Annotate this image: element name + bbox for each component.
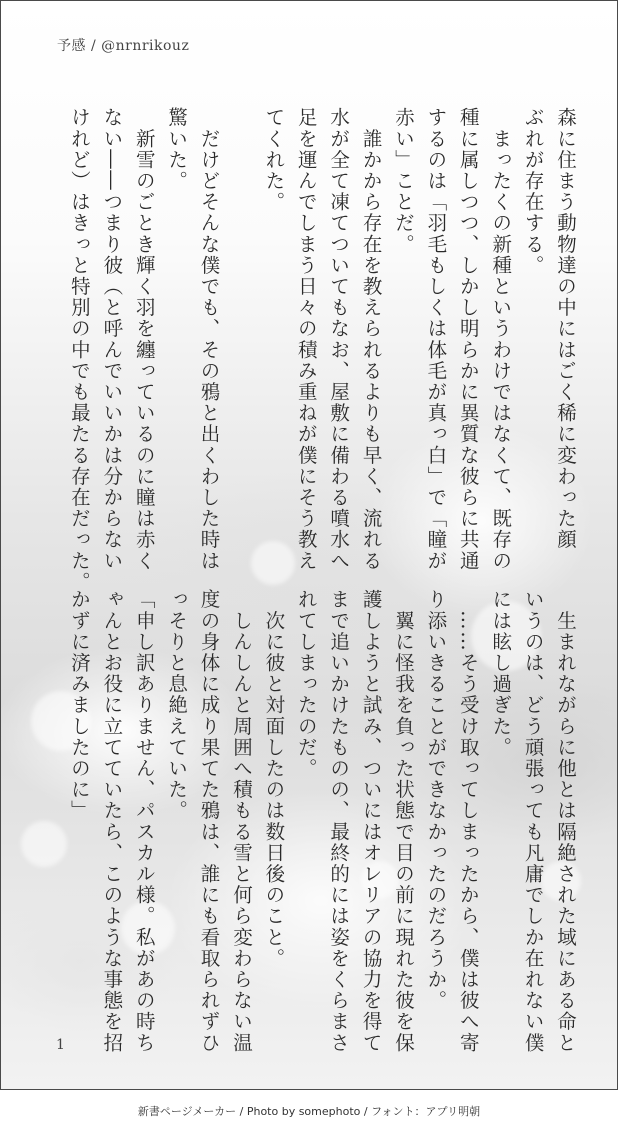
text-column: 護しようと試み、ついにはオレリアの協力を得て <box>359 589 383 1054</box>
blank-column <box>225 107 257 539</box>
text-column: 水が全て凍てついてもなお、屋敷に備わる噴水へ <box>327 107 351 572</box>
text-column: 「申し訳ありません、パスカル様。私があの時ち <box>132 589 156 1054</box>
text-column: 驚いた。 <box>165 107 189 192</box>
text-column: り添いきることができなかったのだろうか。 <box>424 589 448 1011</box>
text-column: れてしまったのだ。 <box>294 589 318 779</box>
text-column: いうのは、どう頑張っても凡庸でしか在れない僕 <box>521 589 545 1054</box>
text-column: 度の身体に成り果てた鴉は、誰にも看取られずひ <box>197 589 221 1054</box>
text-column: けれど）はきっと特別の中でも最たる存在だった。 <box>67 107 91 593</box>
text-column: まで追いかけたものの、最終的には姿をくらまさ <box>327 589 351 1054</box>
text-column: かずに済みましたのに」 <box>67 589 91 822</box>
text-column: ない――つまり彼（と呼んでいいかは分からない <box>100 107 124 572</box>
bokeh-light <box>251 541 295 585</box>
text-column: するのは「羽毛もしくは体毛が真っ白」で「瞳が <box>424 107 448 572</box>
text-column: てくれた。 <box>262 107 286 213</box>
text-column: しんしんと周囲へ積もる雪と何ら変わらない温 <box>229 589 253 1054</box>
bokeh-light <box>21 821 67 867</box>
text-column: ……そう受け取ってしまったから、僕は彼へ寄 <box>456 589 480 1054</box>
lower-text-block <box>67 589 581 1054</box>
text-column: ぶれが存在する。 <box>521 107 545 276</box>
text-column: 新雪のごとき輝く羽を纏っているのに瞳は赤く <box>132 107 156 572</box>
text-column: 森に住まう動物達の中にはごく稀に変わった顔 <box>554 107 577 551</box>
upper-text-block <box>67 107 581 593</box>
text-column: まったくの新種というわけではなくて、既存の <box>489 107 513 572</box>
text-column: っそりと息絶えていた。 <box>165 589 189 822</box>
text-column: 生まれながらに他とは隔絶された域にある命と <box>554 589 577 1054</box>
text-column: 翼に怪我を負った状態で目の前に現れた彼を保 <box>391 589 415 1054</box>
text-column: 赤い」ことだ。 <box>391 107 415 255</box>
text-column: 足を運んでしまう日々の積み重ねが僕にそう教え <box>294 107 318 572</box>
text-column: には眩し過ぎた。 <box>489 589 513 758</box>
text-column: だけどそんな僕でも、その鴉と出くわした時は <box>197 107 221 572</box>
page-number: 1 <box>56 1037 65 1053</box>
page-header: 予感 / @nrnrikouz <box>57 38 190 54</box>
text-column: 種に属しつつ、しかし明らかに異質な彼らに共通 <box>456 107 480 572</box>
credit-footer: 新書ページメーカー / Photo by somephoto / フォント：アプリ明朝 <box>137 1105 481 1118</box>
text-column: 誰かから存在を教えられるよりも早く、流れる <box>359 107 383 572</box>
text-column: 次に彼と対面したのは数日後のこと。 <box>262 589 286 969</box>
text-column: ゃんとお役に立てていたら、このような事態を招 <box>100 589 124 1054</box>
